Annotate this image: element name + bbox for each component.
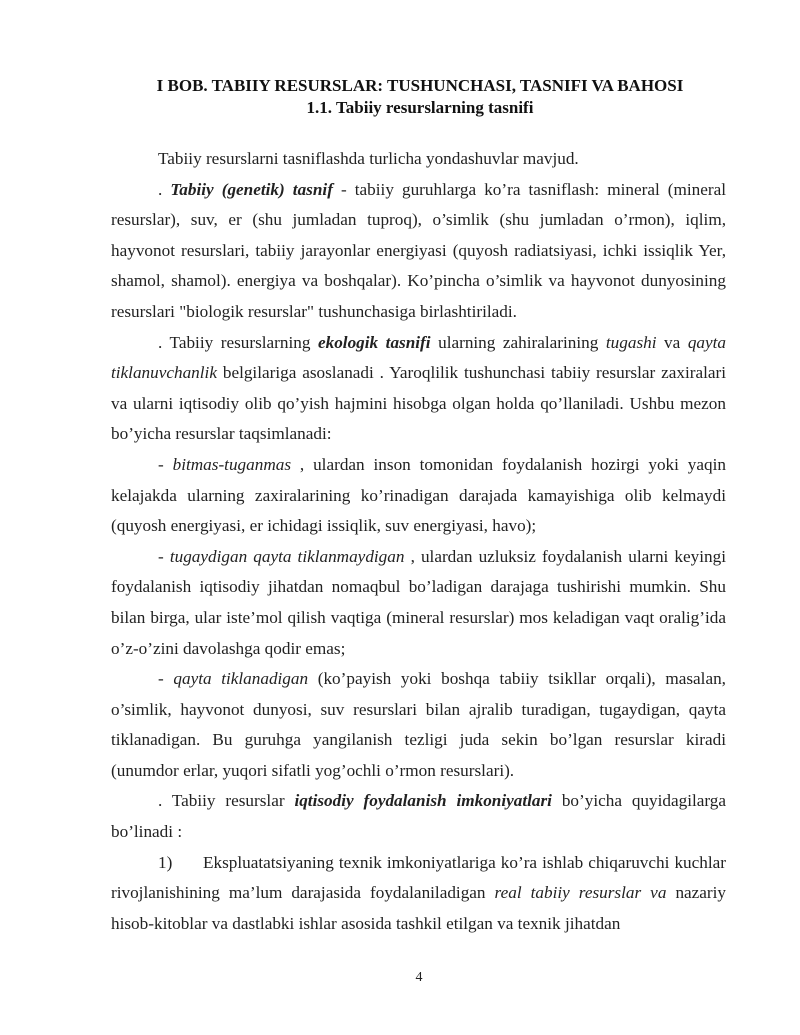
paragraph-intro bbox=[111, 144, 726, 175]
term-exhaustibility: tugashi bbox=[605, 332, 657, 352]
paragraph-ecological-classification bbox=[111, 328, 726, 450]
term-inexhaustible: bitmas-tuganmas bbox=[172, 454, 292, 474]
list-dash: - bbox=[158, 669, 174, 689]
paragraph-text: ularning zahiralarining bbox=[430, 332, 606, 352]
term-renewability: qayta tiklanuvchanlik bbox=[111, 332, 726, 383]
list-dash: - bbox=[158, 546, 170, 566]
term-genetic-classification: Tabiiy (genetik) tasnif bbox=[170, 179, 333, 199]
term-economic-use: iqtisodiy foydalanish imkoniyatlari bbox=[294, 791, 552, 811]
list-item-text: , ulardan uzluksiz foydalanish ularni keyingi foydalanish iqtisodiy jihatdan nomaqbul bo’ladigan darajaga tushirishi mumkin. Shu bilan birga, ular iste’mol qilish vaqtiga (mineral resurslar) mos keladigan vaqt oralig’ida o’z-o’zini davolashga qodir emas; bbox=[111, 546, 726, 658]
paragraph-text: - tabiiy guruhlarga ko’ra tasniflash: mineral (mineral resurslar), suv, er (shu jumladan tuproq), o’simlik (shu jumladan o’rmon), iqlim, hayvonot resurslari, tabiiy jarayonlar energiyasi (quyosh radiatsiyasi, ichki issiqlik Yer, shamol, shamol). energiya va boshqalar). Ko’pincha o’simlik va hayvonot dunyosining resurslari "biologik resurslar" tushunchasiga birlashtiriladi. bbox=[111, 179, 727, 321]
term-nonrenewable: tugaydigan qayta tiklanmaydigan bbox=[169, 546, 405, 566]
term-renewable: qayta tiklanadigan bbox=[173, 669, 309, 689]
list-item-text: , ulardan inson tomonidan foydalanish hozirgi yoki yaqin kelajakda ularning zaxiralarining ko’rinadigan darajada kamayishiga olib kelmaydi (quyosh energiyasi, er ichidagi issiqlik, suv energiyasi, havo); bbox=[111, 454, 726, 536]
item-number: 1) bbox=[158, 852, 173, 872]
paragraph-economic-classification bbox=[111, 786, 726, 847]
paragraph-intro-text: Tabiiy resurslarni tasniflashda turlicha yondashuvlar mavjud. bbox=[158, 149, 579, 168]
term-real-resources: real tabiiy resurslar va bbox=[494, 883, 667, 903]
paragraph-text: belgilariga asoslanadi . Yaroqlilik tushunchasi tabiiy resurslar zaxiralari va ularni iqtisodiy olib qo’yish hajmini hisobga olgan holda qo’llaniladi. Ushbu mezon bo’yicha resurslar taqsimlanadi: bbox=[111, 363, 726, 444]
paragraph-lead: . bbox=[158, 179, 171, 199]
chapter-title: I BOB. TABIIY RESURSLAR: TUSHUNCHASI, TASNIFI VA BAHOSI bbox=[156, 76, 684, 95]
term-ecological-classification: ekologik tasnifi bbox=[317, 332, 431, 352]
paragraph-text: bo’yicha quyidagilarga bo’linadi : bbox=[111, 791, 727, 842]
list-item-inexhaustible bbox=[111, 450, 726, 542]
section-title: 1.1. Tabiiy resurslarning tasnifi bbox=[306, 98, 534, 117]
page-number: 4 bbox=[415, 970, 423, 985]
list-item-nonrenewable bbox=[111, 542, 726, 664]
paragraph-lead: . Tabiiy resurslar bbox=[158, 791, 295, 811]
paragraph-text: va bbox=[656, 332, 688, 352]
numbered-item-text: nazariy hisob-kitoblar va dastlabki ishlar asosida tashkil etilgan va texnik jihatdan bbox=[111, 883, 727, 933]
list-item-renewable bbox=[111, 664, 726, 786]
body-text bbox=[111, 144, 726, 939]
paragraph-genetic-classification bbox=[111, 175, 726, 328]
list-item-text: (ko’payish yoki boshqa tabiiy tsikllar orqali), masalan, o’simlik, hayvonot dunyosi, suv resurslari bilan ajralib turadigan, tugaydigan, qayta tiklanadigan. Bu guruhga yangilanish tezligi juda sekin bo’lgan resurslar kiradi (unumdor erlar, yuqori sifatli yog’ochli o’rmon resurslari). bbox=[111, 669, 726, 780]
numbered-item-1 bbox=[111, 848, 726, 940]
paragraph-lead: . Tabiiy resurslarning bbox=[158, 332, 318, 352]
list-dash: - bbox=[158, 454, 173, 474]
numbered-item-text: Ekspluatatsiyaning texnik imkoniyatlariga ko’ra ishlab chiqaruvchi kuchlar rivojlanishining ma’lum darajasida foydalaniladigan bbox=[111, 852, 726, 903]
